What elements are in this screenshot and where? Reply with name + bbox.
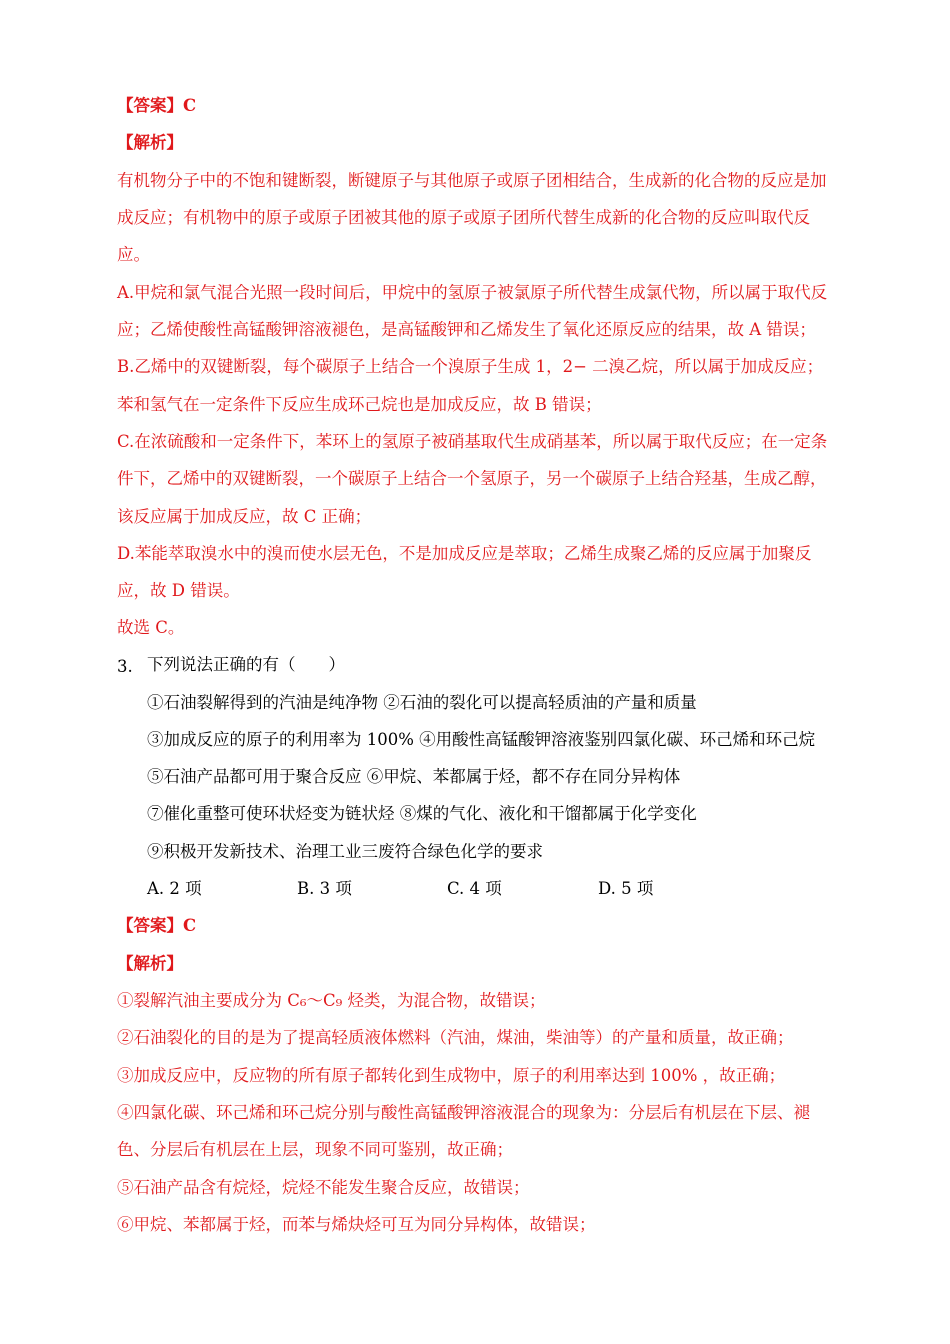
option-b: B. 3 项 [297, 879, 352, 898]
analysis-line: B.乙烯中的双键断裂，每个碳原子上结合一个溴原子生成 1，2− 二溴乙烷，所以属于加成反应； [117, 357, 824, 376]
analysis-line: ⑥甲烷、苯都属于烃，而苯与烯炔烃可互为同分异构体，故错误； [117, 1215, 596, 1234]
option-a: A. 2 项 [147, 879, 202, 898]
analysis-line: C.在浓硫酸和一定条件下，苯环上的氢原子被硝基取代生成硝基苯，所以属于取代反应；在一定条 [117, 432, 828, 451]
analysis-line: 该反应属于加成反应，故 C 正确； [117, 507, 372, 526]
analysis-label: 【解析】 [117, 133, 183, 152]
option-d: D. 5 项 [598, 879, 654, 898]
question-stem: 下列说法正确的有（ ） [147, 655, 345, 674]
statement-line: ⑦催化重整可使环状烃变为链状烃 ⑧煤的气化、液化和干馏都属于化学变化 [147, 804, 697, 823]
statement-line: ⑨积极开发新技术、治理工业三废符合绿色化学的要求 [147, 842, 543, 861]
analysis-line: ①裂解汽油主要成分为 C₆～C₉ 烃类，为混合物，故错误； [117, 991, 546, 1010]
analysis-line: 件下，乙烯中的双键断裂，一个碳原子上结合一个氢原子，另一个碳原子上结合羟基，生成乙醇， [117, 469, 827, 488]
answer-label: 【答案】C [117, 916, 197, 935]
option-c: C. 4 项 [447, 879, 502, 898]
analysis-line: ②石油裂化的目的是为了提高轻质液体燃料（汽油，煤油，柴油等）的产量和质量，故正确； [117, 1028, 794, 1047]
analysis-line: ④四氯化碳、环己烯和环己烷分别与酸性高锰酸钾溶液混合的现象为：分层后有机层在下层、褪 [117, 1103, 810, 1122]
analysis-line: D.苯能萃取溴水中的溴而使水层无色，不是加成反应是萃取；乙烯生成聚乙烯的反应属于加聚反 [117, 544, 812, 563]
analysis-line: 应。 [117, 245, 150, 264]
question-number: 3. [117, 657, 133, 676]
analysis-line: A.甲烷和氯气混合光照一段时间后，甲烷中的氢原子被氯原子所代替生成氯代物，所以属于取代反 [117, 283, 828, 302]
analysis-line: 应；乙烯使酸性高锰酸钾溶液褪色，是高锰酸钾和乙烯发生了氧化还原反应的结果，故 A 错误； [117, 320, 816, 339]
analysis-label: 【解析】 [117, 954, 183, 973]
statement-line: ③加成反应的原子的利用率为 100% ④用酸性高锰酸钾溶液鉴别四氯化碳、环己烯和环己烷 [147, 730, 816, 749]
analysis-line: 苯和氢气在一定条件下反应生成环己烷也是加成反应，故 B 错误； [117, 395, 602, 414]
analysis-line: 成反应；有机物中的原子或原子团被其他的原子或原子团所代替生成新的化合物的反应叫取代反 [117, 208, 810, 227]
statement-line: ⑤石油产品都可用于聚合反应 ⑥甲烷、苯都属于烃，都不存在同分异构体 [147, 767, 681, 786]
analysis-line: 色、分层后有机层在上层，现象不同可鉴别，故正确； [117, 1140, 513, 1159]
analysis-line: ⑤石油产品含有烷烃，烷烃不能发生聚合反应，故错误； [117, 1178, 530, 1197]
analysis-line: ③加成反应中，反应物的所有原子都转化到生成物中，原子的利用率达到 100% ，故正确； [117, 1066, 786, 1085]
analysis-line: 有机物分子中的不饱和键断裂，断键原子与其他原子或原子团相结合，生成新的化合物的反应是加 [117, 171, 827, 190]
statement-line: ①石油裂解得到的汽油是纯净物 ②石油的裂化可以提高轻质油的产量和质量 [147, 693, 697, 712]
analysis-line: 故选 C。 [117, 618, 185, 637]
analysis-line: 应，故 D 错误。 [117, 581, 240, 600]
answer-label: 【答案】C [117, 96, 197, 115]
